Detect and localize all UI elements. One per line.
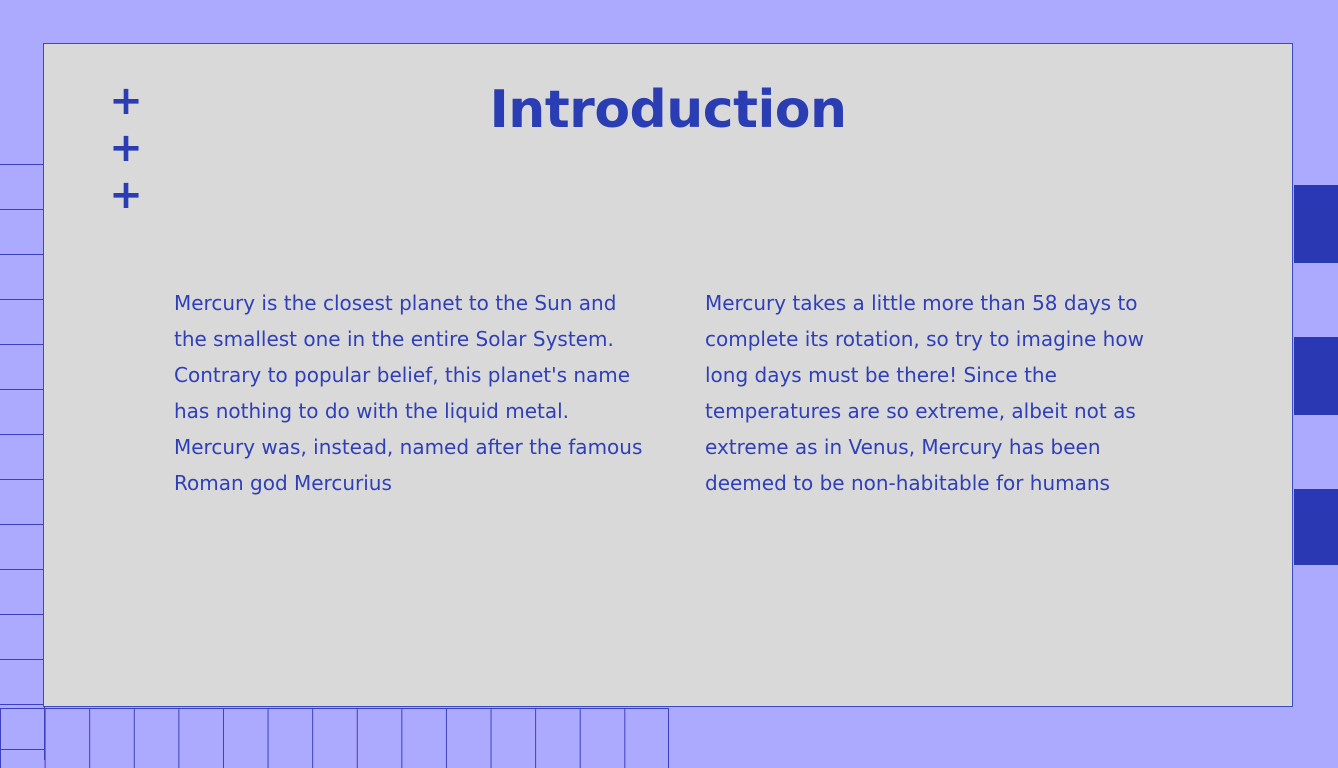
right-body-text: Mercury takes a little more than 58 days to complete its rotation, so try to imagine how long days must be there! Since the temperatures are so extreme, albeit not as extreme as in Venus, Mercury has been deemed to be non-habitable for humans [705, 291, 1144, 495]
plus-icon: + [109, 125, 143, 171]
bottom-grid-decoration [0, 708, 669, 768]
right-stripe [1294, 489, 1338, 565]
slide-card [43, 43, 1293, 707]
right-stripe [1294, 337, 1338, 415]
right-stripe [1294, 185, 1338, 263]
left-grid-decoration [0, 140, 45, 760]
plus-icon: + [109, 78, 143, 124]
slide-title: Introduction [489, 80, 847, 140]
plus-icon: + [109, 172, 143, 218]
left-body-text: Mercury is the closest planet to the Sun and the smallest one in the entire Solar System. Contrary to popular belief, this planet's name has nothing to do with the liquid metal. Mercury was, instead, named after the famous Roman god Mercurius [174, 291, 643, 495]
